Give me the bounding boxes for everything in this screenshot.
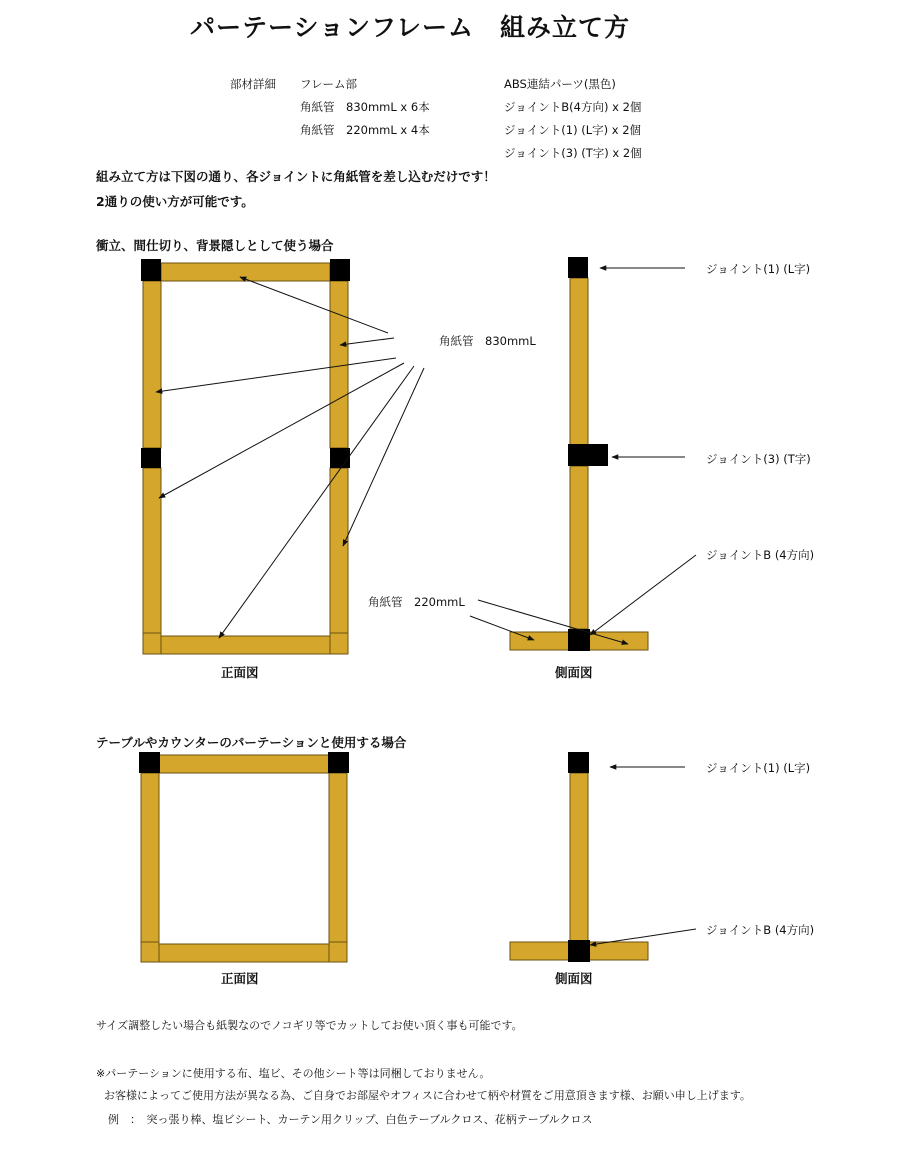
label-joint-l: ジョイント(1) (L字) [706, 761, 811, 775]
callout-220-arrow [470, 616, 534, 640]
side-view-caption: 側面図 [555, 665, 593, 680]
foot-right [329, 942, 347, 962]
joint-l-side [568, 752, 589, 773]
label-joint-t: ジョイント(3) (T字) [706, 452, 811, 466]
section1-heading: 衝立、間仕切り、背景隠しとして使う場合 [96, 238, 334, 253]
customer-note: お客様によってご使用方法が異なる為、ご自身でお部屋やオフィスに合わせて柄や材質をご用意頂きます様、お願い申し上げます。 [104, 1089, 751, 1102]
abs-item: ジョイント(3) (T字) x 2個 [504, 146, 642, 160]
callout-830-arrow [343, 368, 424, 546]
frame-label: フレーム部 [300, 77, 358, 91]
tube-left [141, 773, 159, 942]
tube-left-lower [143, 468, 161, 633]
tube-bottom [159, 944, 329, 962]
callout-joint-b-arrow [590, 555, 696, 635]
foot-right [330, 633, 348, 654]
frame-item: 角紙管 220mmL x 4本 [300, 123, 430, 137]
joint-mid-left [141, 448, 161, 468]
label-joint-b: ジョイントB (4方向) [706, 548, 815, 562]
joint-l-top-right [328, 752, 349, 773]
abs-item: ジョイントB(4方向) x 2個 [504, 100, 642, 114]
joint-mid-right [330, 448, 350, 468]
abs-label: ABS連結パーツ(黒色) [504, 77, 616, 91]
page-title: パーテーションフレーム 組み立て方 [189, 13, 630, 42]
joint-l-side [568, 257, 588, 278]
tube-top [161, 263, 330, 281]
joint-l-top-left [139, 752, 160, 773]
size-note: サイズ調整したい場合も紙製なのでノコギリ等でカットしてお使い頂く事も可能です。 [96, 1019, 523, 1032]
tube-top [159, 755, 329, 773]
foot-left [141, 942, 159, 962]
label-830: 角紙管 830mmL [439, 334, 536, 348]
joint-b-side [568, 940, 590, 962]
side-view-caption: 側面図 [555, 971, 593, 986]
abs-item: ジョイント(1) (L字) x 2個 [504, 123, 642, 137]
foot-left [143, 633, 161, 654]
disclaimer: ※パーテーションに使用する布、塩ビ、その他シート等は同梱しておりません。 [96, 1067, 491, 1080]
joint-l-top-left [141, 259, 161, 281]
tube-right [329, 773, 347, 942]
tube-bottom [161, 636, 330, 654]
label-220: 角紙管 220mmL [368, 595, 465, 609]
tube-right-lower [330, 468, 348, 633]
label-joint-b: ジョイントB (4方向) [706, 923, 815, 937]
joint-t-side [568, 444, 608, 466]
side-tube-lower [570, 466, 588, 629]
side-tube-upper [570, 278, 588, 445]
frame-item: 角紙管 830mmL x 6本 [300, 100, 430, 114]
joint-l-top-right [330, 259, 350, 281]
intro-line: 2通りの使い方が可能です。 [96, 194, 254, 209]
parts-label: 部材詳細 [230, 77, 276, 91]
example-note: 例 ： 突っ張り棒、塩ビシート、カーテン用クリップ、白色テーブルクロス、花柄テーブルクロス [108, 1113, 593, 1126]
tube-right-upper [330, 281, 348, 448]
front-view-caption: 正面図 [221, 665, 259, 680]
label-joint-l: ジョイント(1) (L字) [706, 262, 811, 276]
section2-heading: テーブルやカウンターのパーテーションと使用する場合 [96, 735, 407, 750]
side-tube [570, 773, 588, 942]
front-view-caption: 正面図 [221, 971, 259, 986]
intro-line: 組み立て方は下図の通り、各ジョイントに角紙管を差し込むだけです！ [96, 169, 496, 184]
tube-left-upper [143, 281, 161, 448]
callout-830-arrow [240, 277, 388, 333]
